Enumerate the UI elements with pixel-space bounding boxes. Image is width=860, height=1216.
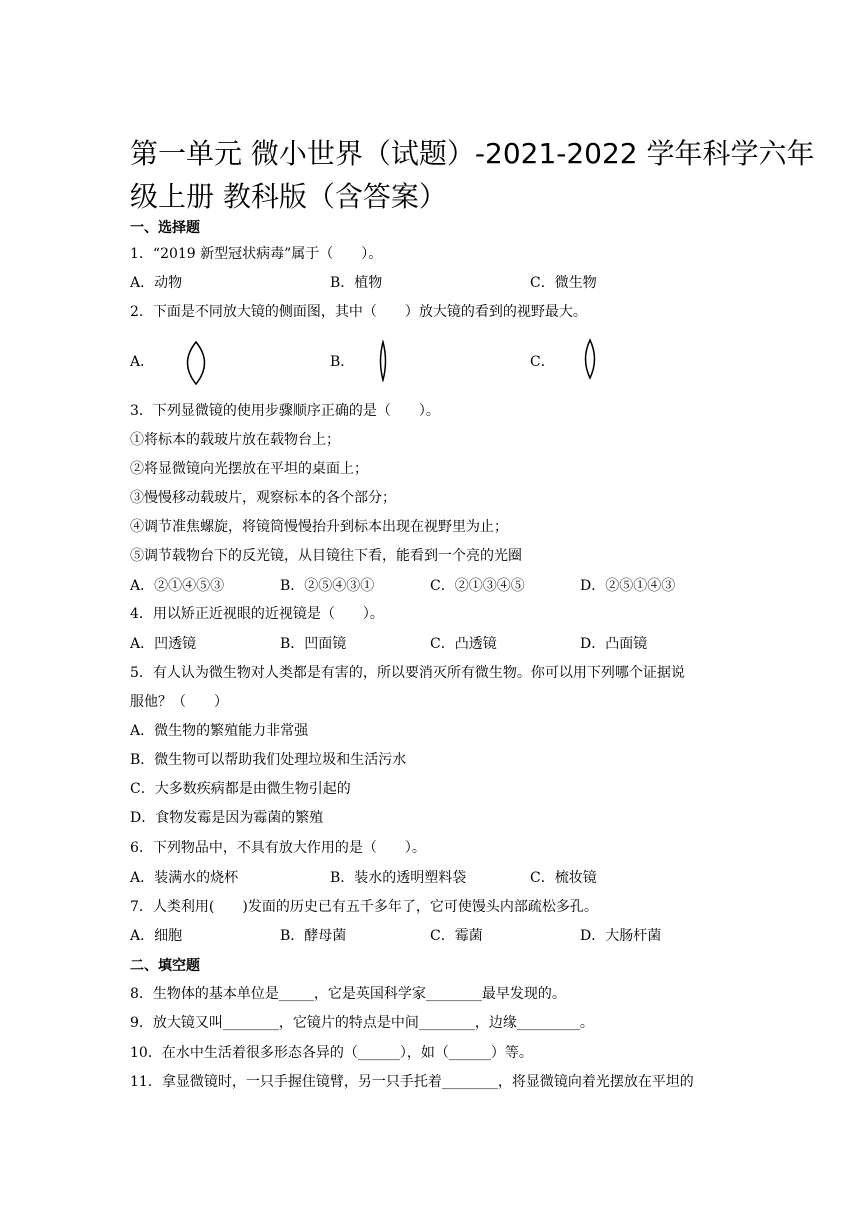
question-2-stem: 2．下面是不同放大镜的侧面图，其中（ ）放大镜的看到的视野最大。 [130, 304, 587, 320]
title-line-2: 级上册 教科版（含答案） [130, 180, 447, 213]
question-5-stem-line-2: 服他？（ ） [130, 694, 228, 710]
section-heading-fill-blank: 二、填空题 [130, 958, 200, 974]
q4-option-a: A．凹透镜 [130, 636, 197, 652]
question-6-stem: 6．下列物品中，不具有放大作用的是（ ）。 [130, 840, 426, 856]
q5-option-a: A．微生物的繁殖能力非常强 [130, 723, 309, 739]
q1-option-b: B．植物 [330, 275, 383, 291]
question-5-stem-line-1: 5．有人认为微生物对人类都是有害的，所以要消灭所有微生物。你可以用下列哪个证据说 [130, 665, 685, 681]
q6-option-c: C．梳妆镜 [530, 870, 597, 886]
q4-option-b: B．凹面镜 [280, 636, 347, 652]
q3-step-1: ①将标本的载玻片放在载物台上； [130, 432, 340, 448]
q7-option-a: A．细胞 [130, 928, 183, 944]
q7-option-d: D．大肠杆菌 [580, 928, 662, 944]
q3-step-3: ③慢慢移动载玻片，观察标本的各个部分； [130, 490, 396, 506]
question-1-stem: 1．“2019 新型冠状病毒”属于（ ）。 [130, 246, 383, 262]
question-4-stem: 4．用以矫正近视眼的近视镜是（ ）。 [130, 606, 384, 622]
q1-option-a: A．动物 [130, 275, 183, 291]
q3-option-a: A．②①④⑤③ [130, 578, 225, 594]
document-title [130, 132, 815, 218]
q3-step-4: ④调节准焦螺旋，将镜筒慢慢抬升到标本出现在视野里为止； [130, 519, 508, 535]
question-7-stem: 7．人类利用( )发面的历史已有五千多年了，它可使馒头内部疏松多孔。 [130, 899, 598, 915]
q7-option-b: B．酵母菌 [280, 928, 347, 944]
q5-option-b: B．微生物可以帮助我们处理垃圾和生活污水 [130, 752, 407, 768]
q3-option-c: C．②①③④⑤ [430, 578, 525, 594]
q4-option-d: D．凸面镜 [580, 636, 648, 652]
q3-step-5: ⑤调节载物台下的反光镜，从目镜往下看，能看到一个亮的光圈 [130, 548, 522, 564]
q6-option-b: B．装水的透明塑料袋 [330, 870, 467, 886]
q5-option-c: C．大多数疾病都是由微生物引起的 [130, 781, 351, 797]
q4-option-c: C．凸透镜 [430, 636, 497, 652]
q3-option-b: B．②⑤④③① [280, 578, 375, 594]
q1-option-c: C．微生物 [530, 275, 597, 291]
question-8: 8．生物体的基本单位是_____，它是英国科学家________最早发现的。 [130, 986, 566, 1002]
question-9: 9．放大镜又叫________，它镜片的特点是中间________，边缘_________。 [130, 1015, 594, 1031]
q3-option-d: D．②⑤①④③ [580, 578, 676, 594]
question-11: 11．拿显微镜时，一只手握住镜臂，另一只手托着________，将显微镜向着光摆放在平坦的 [130, 1074, 694, 1090]
title-line-1: 第一单元 微小世界（试题）-2021-2022 学年科学六年 [130, 137, 815, 170]
q5-option-d: D．食物发霉是因为霉菌的繁殖 [130, 810, 324, 826]
section-heading-choice: 一、选择题 [130, 220, 200, 236]
question-10: 10．在水中生活着很多形态各异的（______），如（______）等。 [130, 1045, 533, 1061]
q2-option-c: C． [530, 354, 555, 370]
question-3-stem: 3．下列显微镜的使用步骤顺序正确的是（ ）。 [130, 403, 440, 419]
q2-option-a: A． [130, 354, 155, 370]
q3-step-2: ②将显微镜向光摆放在平坦的桌面上； [130, 461, 368, 477]
q6-option-a: A．装满水的烧杯 [130, 870, 239, 886]
thin-convex-lens-icon [377, 340, 389, 382]
medium-convex-lens-icon [581, 338, 599, 380]
thick-convex-lens-icon [181, 340, 211, 386]
q2-option-b: B． [330, 354, 355, 370]
q7-option-c: C．霉菌 [430, 928, 483, 944]
